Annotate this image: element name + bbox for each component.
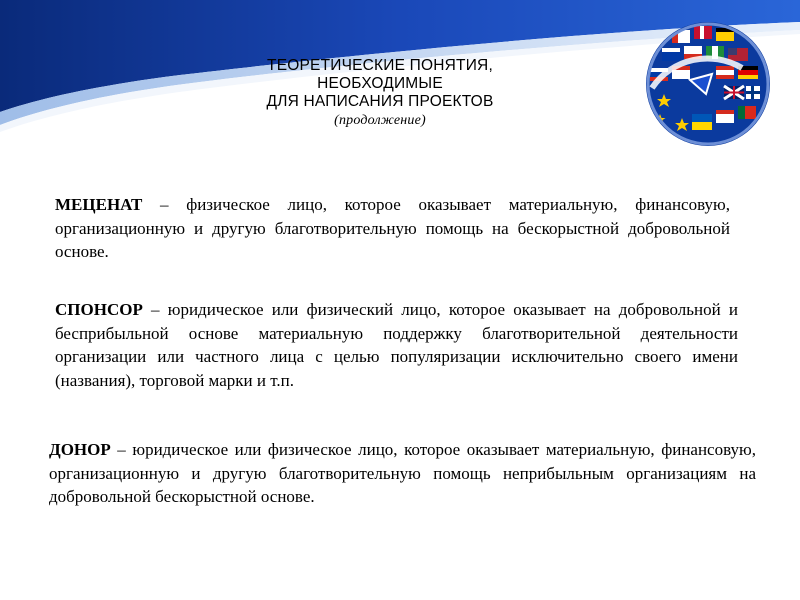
definition-sponsor (55, 298, 738, 392)
globe-flags-icon (642, 18, 774, 150)
title-subtitle: (продолжение) (334, 113, 426, 128)
definition-term: СПОНСОР (55, 300, 143, 319)
title-line-3: ДЛЯ НАПИСАНИЯ ПРОЕКТОВ (266, 93, 494, 110)
title-line-1: ТЕОРЕТИЧЕСКИЕ ПОНЯТИЯ, (267, 57, 493, 74)
definition-text: – физическое лицо, которое оказывает материальную, финансовую, организационную и другую благотворительную помощь на бескорыстной добровольной основе. (55, 195, 730, 261)
definition-term: МЕЦЕНАТ (55, 195, 143, 214)
definition-mecenat (55, 193, 730, 264)
definition-text: – юридическое или физический лицо, которое оказывает на добровольной и бесприбыльной основе материальную поддержку благотворительной деятельности организации или частного лица с целью популяризации исключительно своего имени (названия), торговой марки и т.п. (55, 300, 738, 390)
title-line-2: НЕОБХОДИМЫЕ (317, 75, 443, 92)
slide-title (190, 57, 570, 130)
definition-text: – юридическое или физическое лицо, которое оказывает материальную, финансовую, организационную и другую благотворительную помощь неприбыльным организациям на добровольной бескорыстной основе. (49, 440, 756, 506)
definition-term: ДОНОР (49, 440, 111, 459)
definition-donor (49, 438, 756, 509)
